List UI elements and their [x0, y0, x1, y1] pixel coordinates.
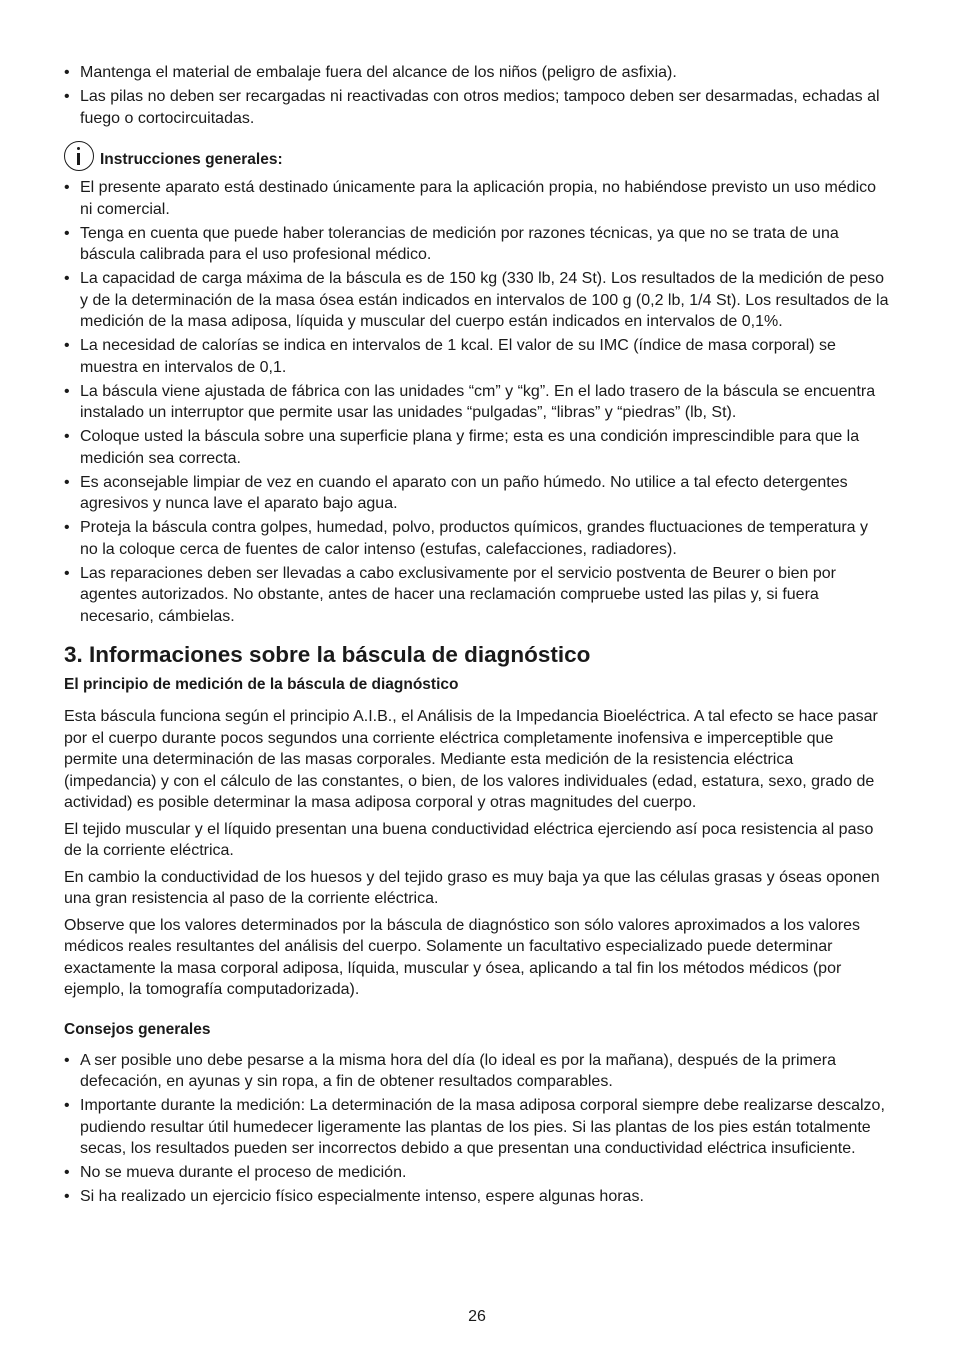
page-number: 26: [468, 1308, 486, 1325]
bullet-icon: •: [64, 428, 70, 445]
document-page: [64, 62, 890, 1210]
bullet-icon: •: [64, 1164, 70, 1181]
advice-list: [64, 1050, 890, 1208]
paragraph: Esta báscula funciona según el principio A.I.B., el Análisis de la Impedancia Bioeléctrica. A tal efecto se hace pasar por el cuerpo durante pocos segundos una corriente eléctrica completamente inofensiva e imperceptible que permite una determinación de las masas corporales. Mediante esta medición de la resistencia eléctrica (impedancia) y con el cálculo de las constantes, o bien, de los valores individuales (edad, estatura, sexo, grado de actividad) es posible determinar la masa adiposa corporal y otras magnitudes del cuerpo.: [64, 708, 878, 811]
list-item: [64, 472, 890, 515]
principle-subheading: El principio de medición de la báscula de diagnóstico: [64, 676, 459, 693]
list-item-text: Las pilas no deben ser recargadas ni reactivadas con otros medios; tampoco deben ser desarmadas, echadas al fuego o cortocircuitadas.: [80, 88, 880, 127]
list-item-text: El presente aparato está destinado únicamente para la aplicación propia, no habiéndose previsto un uso médico ni comercial.: [80, 179, 877, 218]
list-item-text: Es aconsejable limpiar de vez en cuando el aparato con un paño húmedo. No utilice a tal efecto detergentes agresivos y nunca lave el aparato bajo agua.: [80, 473, 848, 512]
bullet-icon: •: [64, 564, 70, 582]
bullet-icon: •: [64, 224, 70, 242]
list-item-text: Coloque usted la báscula sobre una superficie plana y firme; esta es una condición imprescindible para que la medición sea correcta.: [80, 428, 860, 467]
bullet-icon: •: [64, 88, 70, 105]
list-item: [64, 1050, 890, 1093]
list-item-text: Mantenga el material de embalaje fuera del alcance de los niños (peligro de asfixia).: [80, 64, 677, 81]
bullet-icon: •: [64, 382, 70, 400]
advice-subheading: Consejos generales: [64, 1020, 211, 1038]
bullet-icon: •: [64, 1188, 70, 1205]
list-item-text: La báscula viene ajustada de fábrica con las unidades “cm” y “kg”. En el lado trasero de la báscula se encuentra instalado un interruptor que permite usar las unidades “pulgadas”, “libras” y “piedras” (lb, St).: [80, 382, 876, 421]
bullet-icon: •: [64, 1097, 70, 1114]
bullet-icon: •: [64, 179, 70, 196]
top-bullet-list: [64, 62, 890, 129]
bullet-icon: •: [64, 64, 70, 81]
list-item: [64, 1162, 890, 1184]
list-item: [64, 62, 890, 84]
list-item-text: Si ha realizado un ejercicio físico especialmente intenso, espere algunas horas.: [80, 1188, 644, 1205]
general-instructions-list: [64, 177, 890, 627]
list-item: [64, 1095, 890, 1160]
list-item: [64, 177, 890, 220]
bullet-icon: •: [64, 337, 70, 354]
list-item: [64, 1186, 890, 1208]
paragraph: Observe que los valores determinados por la báscula de diagnóstico son sólo valores aproximados a los valores médicos reales resultantes del análisis del cuerpo. Solamente un facultativo especializado puede determinar exactamente la masa corporal adiposa, líquida, muscular y ósea, aplicando a tal fin los métodos médicos (por ejemplo, la tomografía computadorizada).: [64, 916, 860, 998]
list-item-text: Las reparaciones deben ser llevadas a cabo exclusivamente por el servicio postventa de Beurer o bien por agentes autorizados. No obstante, antes de hacer una reclamación compruebe usted las pilas y, si fuera necesario, cámbielas.: [80, 564, 836, 625]
bullet-icon: •: [64, 473, 70, 491]
list-item: [64, 381, 890, 424]
paragraph: El tejido muscular y el líquido presentan una buena conductividad eléctrica ejerciendo así poca resistencia al paso de la corriente eléctrica.: [64, 820, 874, 859]
general-instructions-header: [64, 141, 890, 171]
list-item-text: Tenga en cuenta que puede haber tolerancias de medición por razones técnicas, ya que no se trata de una báscula calibrada para el uso profesional médico.: [80, 224, 839, 263]
bullet-icon: •: [64, 1051, 70, 1069]
bullet-icon: •: [64, 519, 70, 536]
list-item: [64, 426, 890, 469]
list-item: [64, 335, 890, 378]
list-item-text: No se mueva durante el proceso de medición.: [80, 1164, 407, 1181]
list-item-text: La capacidad de carga máxima de la báscula es de 150 kg (330 lb, 24 St). Los resultados de la medición de peso y de la determinación de la masa ósea están indicados en intervalos de 100 g (0,2 lb, 1/4 St). Los resultados de la medición de la masa adiposa, líquida y muscular del cuerpo están indicados en intervalos de 0,1%.: [80, 270, 889, 330]
list-item: [64, 86, 890, 129]
list-item: [64, 563, 890, 628]
list-item-text: A ser posible uno debe pesarse a la misma hora del día (lo ideal es por la mañana), después de la primera defecación, en ayunas y sin ropa, a fin de obtener resultados comparables.: [80, 1051, 836, 1090]
list-item: [64, 268, 890, 333]
list-item-text: La necesidad de calorías se indica en intervalos de 1 kcal. El valor de su IMC (índice de masa corporal) se muestra en intervalos de 0,1.: [80, 337, 836, 376]
list-item-text: Importante durante la medición: La determinación de la masa adiposa corporal siempre debe realizarse descalzo, pudiendo resultar útil humedecer ligeramente las plantas de los pies. Si las plantas de los pies están totalmente secas, los resultados pueden ser incorrectos debido a que presentan una conductividad eléctrica insuficiente.: [80, 1097, 885, 1157]
list-item: [64, 517, 890, 560]
paragraph: En cambio la conductividad de los huesos y del tejido graso es muy baja ya que las células grasas y óseas oponen una gran resistencia al paso de la corriente eléctrica.: [64, 868, 880, 907]
section-heading: 3. Informaciones sobre la báscula de diagnóstico: [64, 642, 591, 667]
list-item: [64, 223, 890, 266]
general-instructions-title: Instrucciones generales:: [100, 151, 283, 168]
list-item-text: Proteja la báscula contra golpes, humedad, polvo, productos químicos, grandes fluctuaciones de temperatura y no la coloque cerca de fuentes de calor intenso (estufas, calefacciones, radiadores).: [80, 519, 869, 558]
info-icon: [64, 141, 94, 171]
bullet-icon: •: [64, 270, 70, 287]
